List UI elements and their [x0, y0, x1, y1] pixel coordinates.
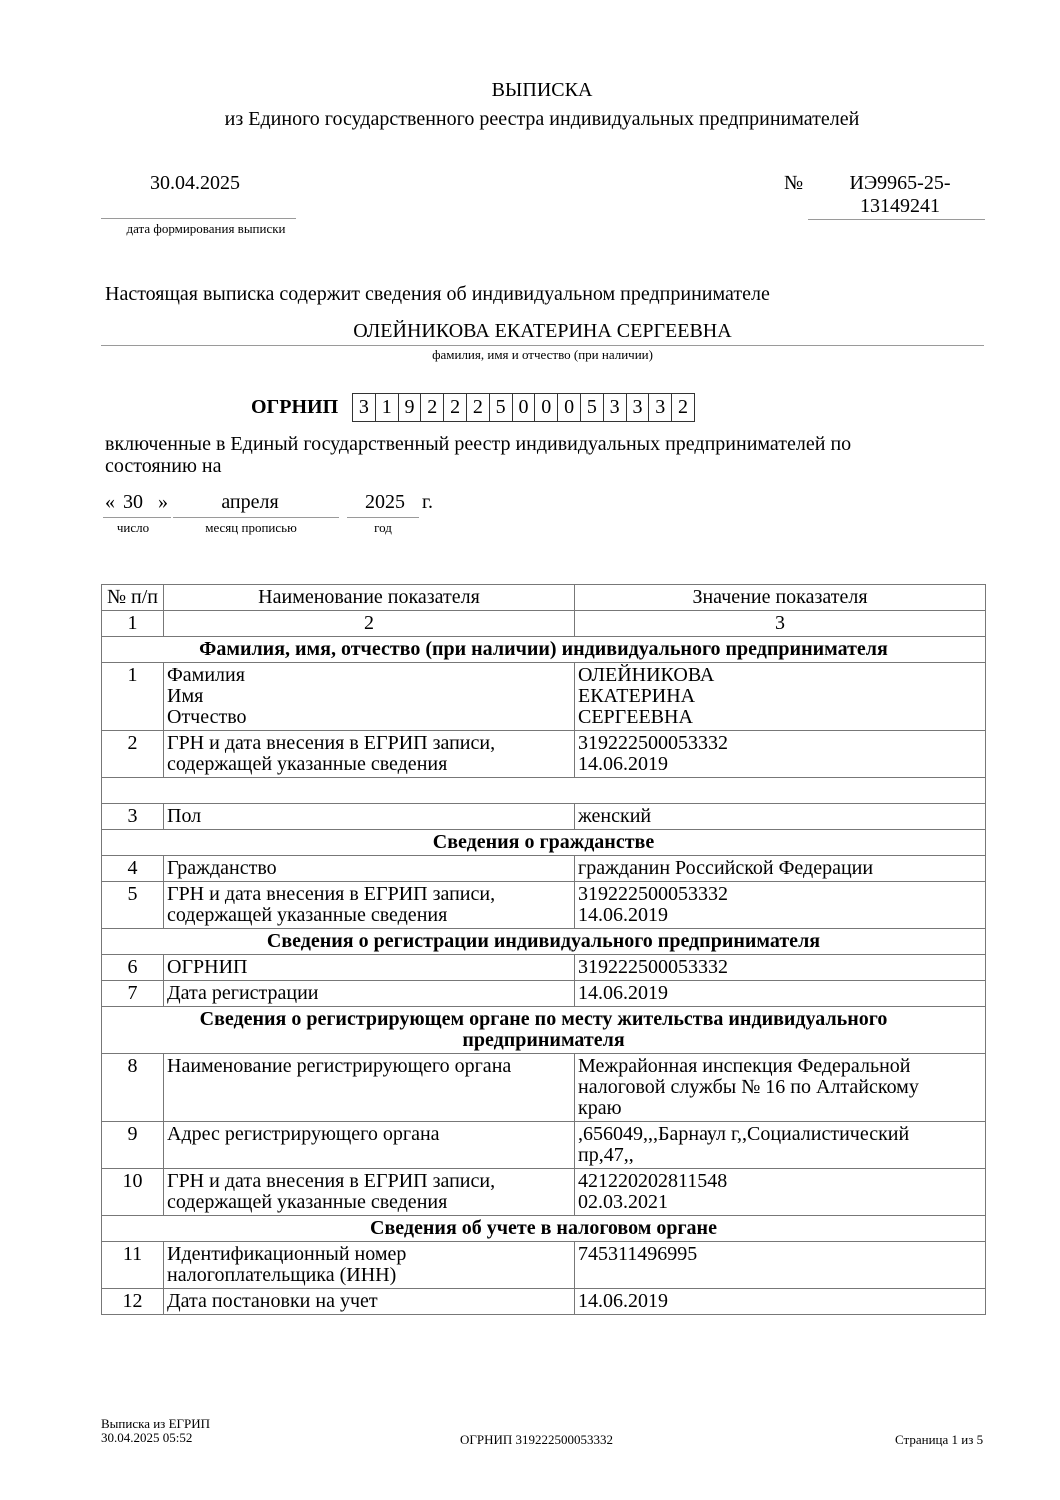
indicator-name-line: содержащей указанные сведения [167, 904, 448, 926]
year-suffix: г. [422, 491, 433, 513]
indicator-value [575, 1122, 986, 1169]
section-row [102, 830, 986, 856]
indicator-value: гражданин Российской Федерации [575, 856, 986, 882]
indicator-value-line: ЕКАТЕРИНА [578, 685, 696, 707]
table-row [102, 856, 986, 882]
table-row [102, 882, 986, 929]
document-title: ВЫПИСКА [491, 79, 593, 101]
table-row [102, 804, 986, 830]
indicator-name: Наименование регистрирующего органа [164, 1054, 575, 1122]
indicator-name [164, 1242, 575, 1289]
row-number: 9 [102, 1122, 164, 1169]
indicator-value-line: 14.06.2019 [578, 753, 668, 775]
extract-date-caption: дата формирования выписки [126, 221, 286, 236]
empty-row [102, 778, 986, 804]
row-number: 11 [102, 1242, 164, 1289]
indicator-value [575, 1169, 986, 1216]
ogrnip-digit: 5 [489, 393, 513, 422]
indicator-name [164, 1169, 575, 1216]
ogrnip-digit: 2 [420, 393, 444, 422]
ogrnip-digit: 2 [443, 393, 467, 422]
section-row [102, 1007, 986, 1054]
ogrnip-digit: 3 [603, 393, 627, 422]
included-text: включенные в Единый государственный реестр индивидуальных предпринимателей по состоянию на [105, 433, 852, 477]
indicator-value-line: 319222500053332 [578, 883, 728, 905]
indicator-value [575, 731, 986, 778]
indicator-name: Гражданство [164, 856, 575, 882]
ogrnip-digit: 0 [534, 393, 558, 422]
number-sign: № [784, 172, 804, 194]
as-of-day: 30 [123, 491, 143, 513]
indicator-name [164, 731, 575, 778]
year-caption: год [374, 520, 392, 535]
indicator-name-line: Имя [167, 685, 204, 707]
ogrnip-digit: 3 [648, 393, 672, 422]
indicator-name-line: Отчество [167, 706, 247, 728]
indicator-name-line: налогоплательщика (ИНН) [167, 1264, 397, 1286]
indicator-value-line: ,656049,,,Барнаул г,,Социалистический [578, 1123, 910, 1145]
indicator-name: ОГРНИП [164, 955, 575, 981]
document-subtitle: из Единого государственного реестра индивидуальных предпринимателей [224, 108, 860, 130]
indicator-value: 14.06.2019 [575, 1289, 986, 1315]
ogrnip-digit: 0 [512, 393, 536, 422]
column-number: 2 [164, 611, 575, 637]
section-title: Сведения о регистрации индивидуального предпринимателя [102, 929, 986, 955]
divider [101, 345, 984, 346]
indicator-value: 319222500053332 [575, 955, 986, 981]
indicator-value-line: Межрайонная инспекция Федеральной [578, 1055, 911, 1077]
indicator-value: женский [575, 804, 986, 830]
row-number: 5 [102, 882, 164, 929]
section-title: Фамилия, имя, отчество (при наличии) индивидуального предпринимателя [102, 637, 986, 663]
indicator-value-line: налоговой службы № 16 по Алтайскому [578, 1076, 919, 1098]
row-number: 4 [102, 856, 164, 882]
section-row [102, 929, 986, 955]
section-title-line: Сведения о регистрирующем органе по месту жительства индивидуального [199, 1008, 888, 1030]
header-cell: № п/п [102, 585, 164, 611]
indicator-name-line: ГРН и дата внесения в ЕГРИП записи, [167, 1170, 496, 1192]
indicator-value [575, 663, 986, 731]
footer-left [101, 1417, 210, 1445]
table-row [102, 955, 986, 981]
indicator-name [164, 882, 575, 929]
footer-doc-name: Выписка из ЕГРИП [101, 1416, 211, 1431]
indicator-name-line: содержащей указанные сведения [167, 753, 448, 775]
table-row [102, 1054, 986, 1122]
divider [173, 517, 339, 518]
indicator-name-line: ГРН и дата внесения в ЕГРИП записи, [167, 732, 496, 754]
close-quote: » [158, 491, 168, 513]
column-number: 3 [575, 611, 986, 637]
divider [103, 517, 171, 518]
indicator-value-line: 421220202811548 [578, 1170, 728, 1192]
extract-number-line-2: 13149241 [860, 195, 940, 217]
indicator-value [575, 882, 986, 929]
table-row [102, 1242, 986, 1289]
empty-cell [102, 778, 986, 804]
indicator-value [575, 1054, 986, 1122]
extract-date: 30.04.2025 [150, 172, 240, 194]
row-number: 3 [102, 804, 164, 830]
divider [808, 219, 985, 220]
section-title: Сведения об учете в налоговом органе [102, 1216, 986, 1242]
indicator-value-line: СЕРГЕЕВНА [578, 706, 693, 728]
indicator-name [164, 663, 575, 731]
extract-number [825, 172, 975, 218]
ogrnip-label: ОГРНИП [251, 396, 339, 418]
as-of-year: 2025 [365, 491, 405, 513]
indicator-value-line: 14.06.2019 [578, 904, 668, 926]
section-title [102, 1007, 986, 1054]
entrepreneur-name-caption: фамилия, имя и отчество (при наличии) [432, 347, 653, 362]
row-number: 2 [102, 731, 164, 778]
indicator-value-line: краю [578, 1097, 622, 1119]
row-number: 1 [102, 663, 164, 731]
row-number: 12 [102, 1289, 164, 1315]
header-cell: Наименование показателя [164, 585, 575, 611]
ogrnip-digit: 0 [557, 393, 581, 422]
table-row [102, 663, 986, 731]
row-number: 8 [102, 1054, 164, 1122]
day-caption: число [116, 520, 150, 535]
row-number: 10 [102, 1169, 164, 1216]
ogrnip-digit: 9 [398, 393, 422, 422]
column-number: 1 [102, 611, 164, 637]
section-title: Сведения о гражданстве [102, 830, 986, 856]
indicator-value-line: 02.03.2021 [578, 1191, 668, 1213]
header-cell: Значение показателя [575, 585, 986, 611]
indicator-name: Пол [164, 804, 575, 830]
table-row [102, 1289, 986, 1315]
indicator-name: Дата постановки на учет [164, 1289, 575, 1315]
row-number: 6 [102, 955, 164, 981]
entrepreneur-name: ОЛЕЙНИКОВА ЕКАТЕРИНА СЕРГЕЕВНА [353, 320, 732, 342]
ogrnip-digit-boxes [353, 393, 695, 422]
page-number: Страница 1 из 5 [895, 1432, 984, 1447]
open-quote: « [105, 491, 115, 513]
section-row [102, 1216, 986, 1242]
indicator-name-line: Идентификационный номер [167, 1243, 407, 1265]
as-of-month: апреля [221, 491, 279, 513]
indicator-name: Адрес регистрирующего органа [164, 1122, 575, 1169]
ogrnip-digit: 5 [580, 393, 604, 422]
indicator-value: 745311496995 [575, 1242, 986, 1289]
indicator-value-line: пр,47,, [578, 1144, 634, 1166]
ogrnip-digit: 3 [626, 393, 650, 422]
ogrnip-digit: 2 [466, 393, 490, 422]
table-row [102, 1122, 986, 1169]
divider [347, 517, 419, 518]
indicator-name: Дата регистрации [164, 981, 575, 1007]
indicator-name-line: Фамилия [167, 664, 245, 686]
ogrnip-digit: 3 [352, 393, 376, 422]
intro-text: Настоящая выписка содержит сведения об индивидуальном предпринимателе [105, 283, 770, 305]
table-row [102, 731, 986, 778]
table-row [102, 981, 986, 1007]
table-row [102, 1169, 986, 1216]
section-title-line: предпринимателя [462, 1029, 625, 1051]
extract-table [101, 584, 986, 1315]
row-number: 7 [102, 981, 164, 1007]
divider [101, 218, 296, 219]
indicator-value-line: ОЛЕЙНИКОВА [578, 664, 715, 686]
ogrnip-digit: 2 [671, 393, 695, 422]
footer-ogrnip: ОГРНИП 319222500053332 [460, 1432, 614, 1447]
section-row [102, 637, 986, 663]
indicator-value: 14.06.2019 [575, 981, 986, 1007]
indicator-value-line: 319222500053332 [578, 732, 728, 754]
footer-timestamp: 30.04.2025 05:52 [101, 1430, 193, 1445]
ogrnip-digit: 1 [375, 393, 399, 422]
month-caption: месяц прописью [205, 520, 297, 535]
indicator-name-line: содержащей указанные сведения [167, 1191, 448, 1213]
table-header-row [102, 585, 986, 611]
indicator-name-line: ГРН и дата внесения в ЕГРИП записи, [167, 883, 496, 905]
extract-number-line-1: ИЭ9965-25- [849, 172, 951, 194]
column-number-row [102, 611, 986, 637]
